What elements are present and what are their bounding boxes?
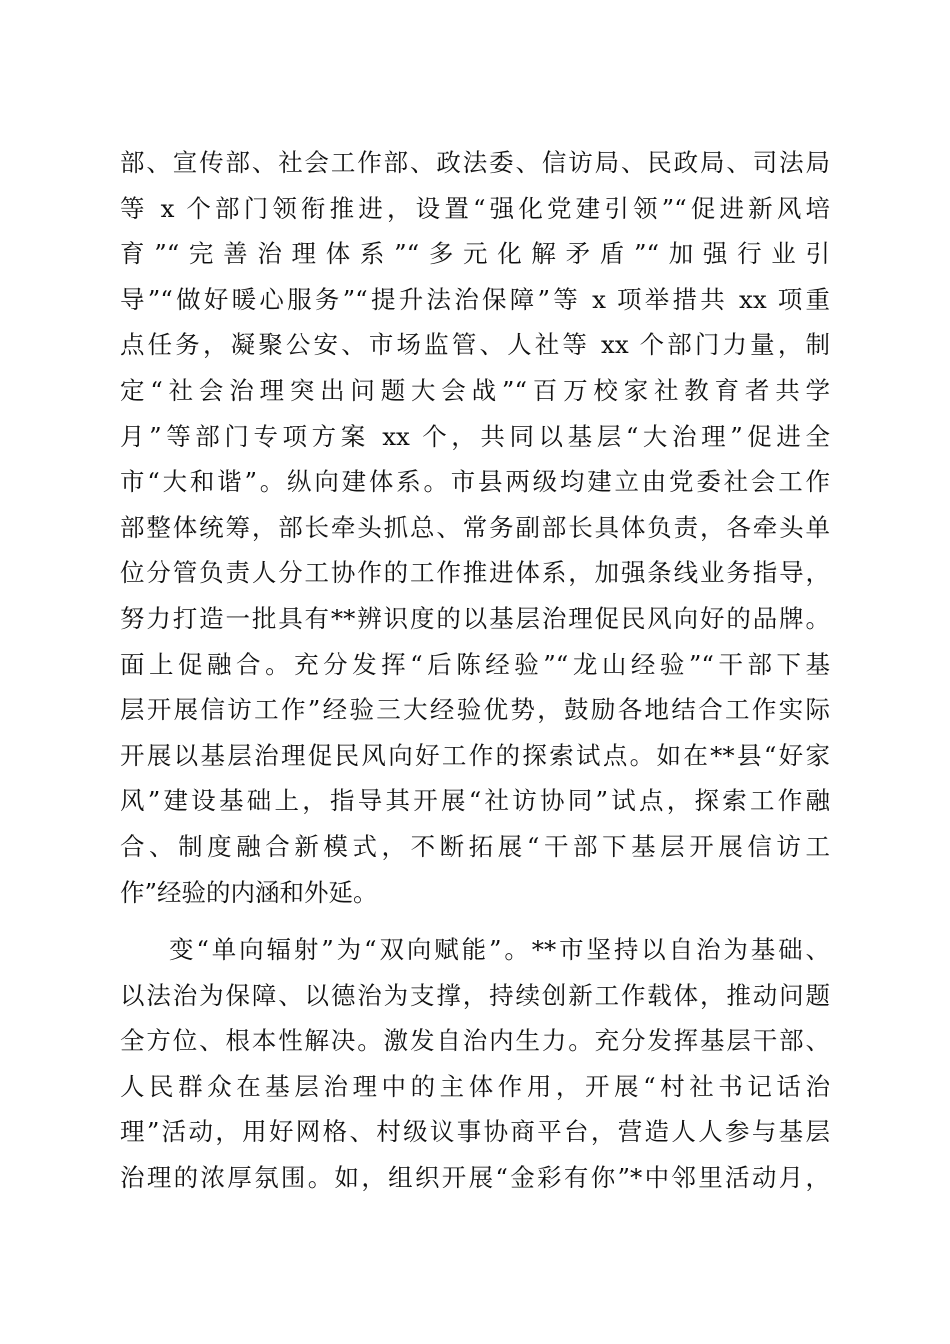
- paragraph-line: 面上促融合。充分发挥“后陈经验”“龙山经验”“干部下基: [120, 649, 830, 679]
- paragraph-line: 层开展信访工作”经验三大经验优势，鼓励各地结合工作实际: [120, 695, 830, 725]
- paragraph-line: 以法治为保障、以德治为支撑，持续创新工作载体，推动问题: [120, 980, 830, 1010]
- paragraph-1: [120, 140, 830, 915]
- document-body: [120, 140, 830, 1201]
- paragraph-2: [120, 927, 830, 1201]
- paragraph-line: 开展以基层治理促民风向好工作的探索试点。如在**县“好家: [120, 740, 830, 770]
- paragraph-line: 治理的浓厚氛围。如，组织开展“金彩有你”*中邻里活动月，: [120, 1163, 830, 1193]
- paragraph-line: 部整体统筹，部长牵头抓总、常务副部长具体负责，各牵头单: [120, 512, 830, 542]
- paragraph-line: 合、制度融合新模式，不断拓展“干部下基层开展信访工: [120, 831, 830, 861]
- paragraph-line: 作”经验的内涵和外延。: [120, 877, 378, 907]
- paragraph-line: 导”“做好暖心服务”“提升法治保障”等 x 项举措共 xx 项重: [120, 284, 830, 314]
- paragraph-spacer: [120, 915, 830, 927]
- paragraph-line: 理”活动，用好网格、村级议事协商平台，营造人人参与基层: [120, 1117, 830, 1147]
- paragraph-line: 全方位、根本性解决。激发自治内生力。充分发挥基层干部、: [120, 1026, 830, 1056]
- paragraph-line: 位分管负责人分工协作的工作推进体系，加强条线业务指导，: [120, 558, 830, 588]
- paragraph-line: 市“大和谐”。纵向建体系。市县两级均建立由党委社会工作: [120, 467, 830, 497]
- paragraph-line: 等 x 个部门领衔推进，设置“强化党建引领”“促进新风培: [120, 193, 830, 223]
- paragraph-line: 部、宣传部、社会工作部、政法委、信访局、民政局、司法局: [120, 148, 830, 177]
- paragraph-line: 育”“完善治理体系”“多元化解矛盾”“加强行业引: [120, 239, 830, 269]
- paragraph-line: 点任务，凝聚公安、市场监管、人社等 xx 个部门力量，制: [120, 330, 830, 360]
- paragraph-line: 变“单向辐射”为“双向赋能”。**市坚持以自治为基础、: [169, 935, 830, 965]
- paragraph-line: 人民群众在基层治理中的主体作用，开展“村社书记话治: [120, 1071, 830, 1101]
- paragraph-line: 定“社会治理突出问题大会战”“百万校家社教育者共学: [120, 375, 830, 405]
- paragraph-line: 风”建设基础上，指导其开展“社访协同”试点，探索工作融: [120, 786, 830, 816]
- paragraph-line: 努力打造一批具有**辨识度的以基层治理促民风向好的品牌。: [120, 603, 830, 633]
- paragraph-line: 月”等部门专项方案 xx 个，共同以基层“大治理”促进全: [120, 421, 830, 451]
